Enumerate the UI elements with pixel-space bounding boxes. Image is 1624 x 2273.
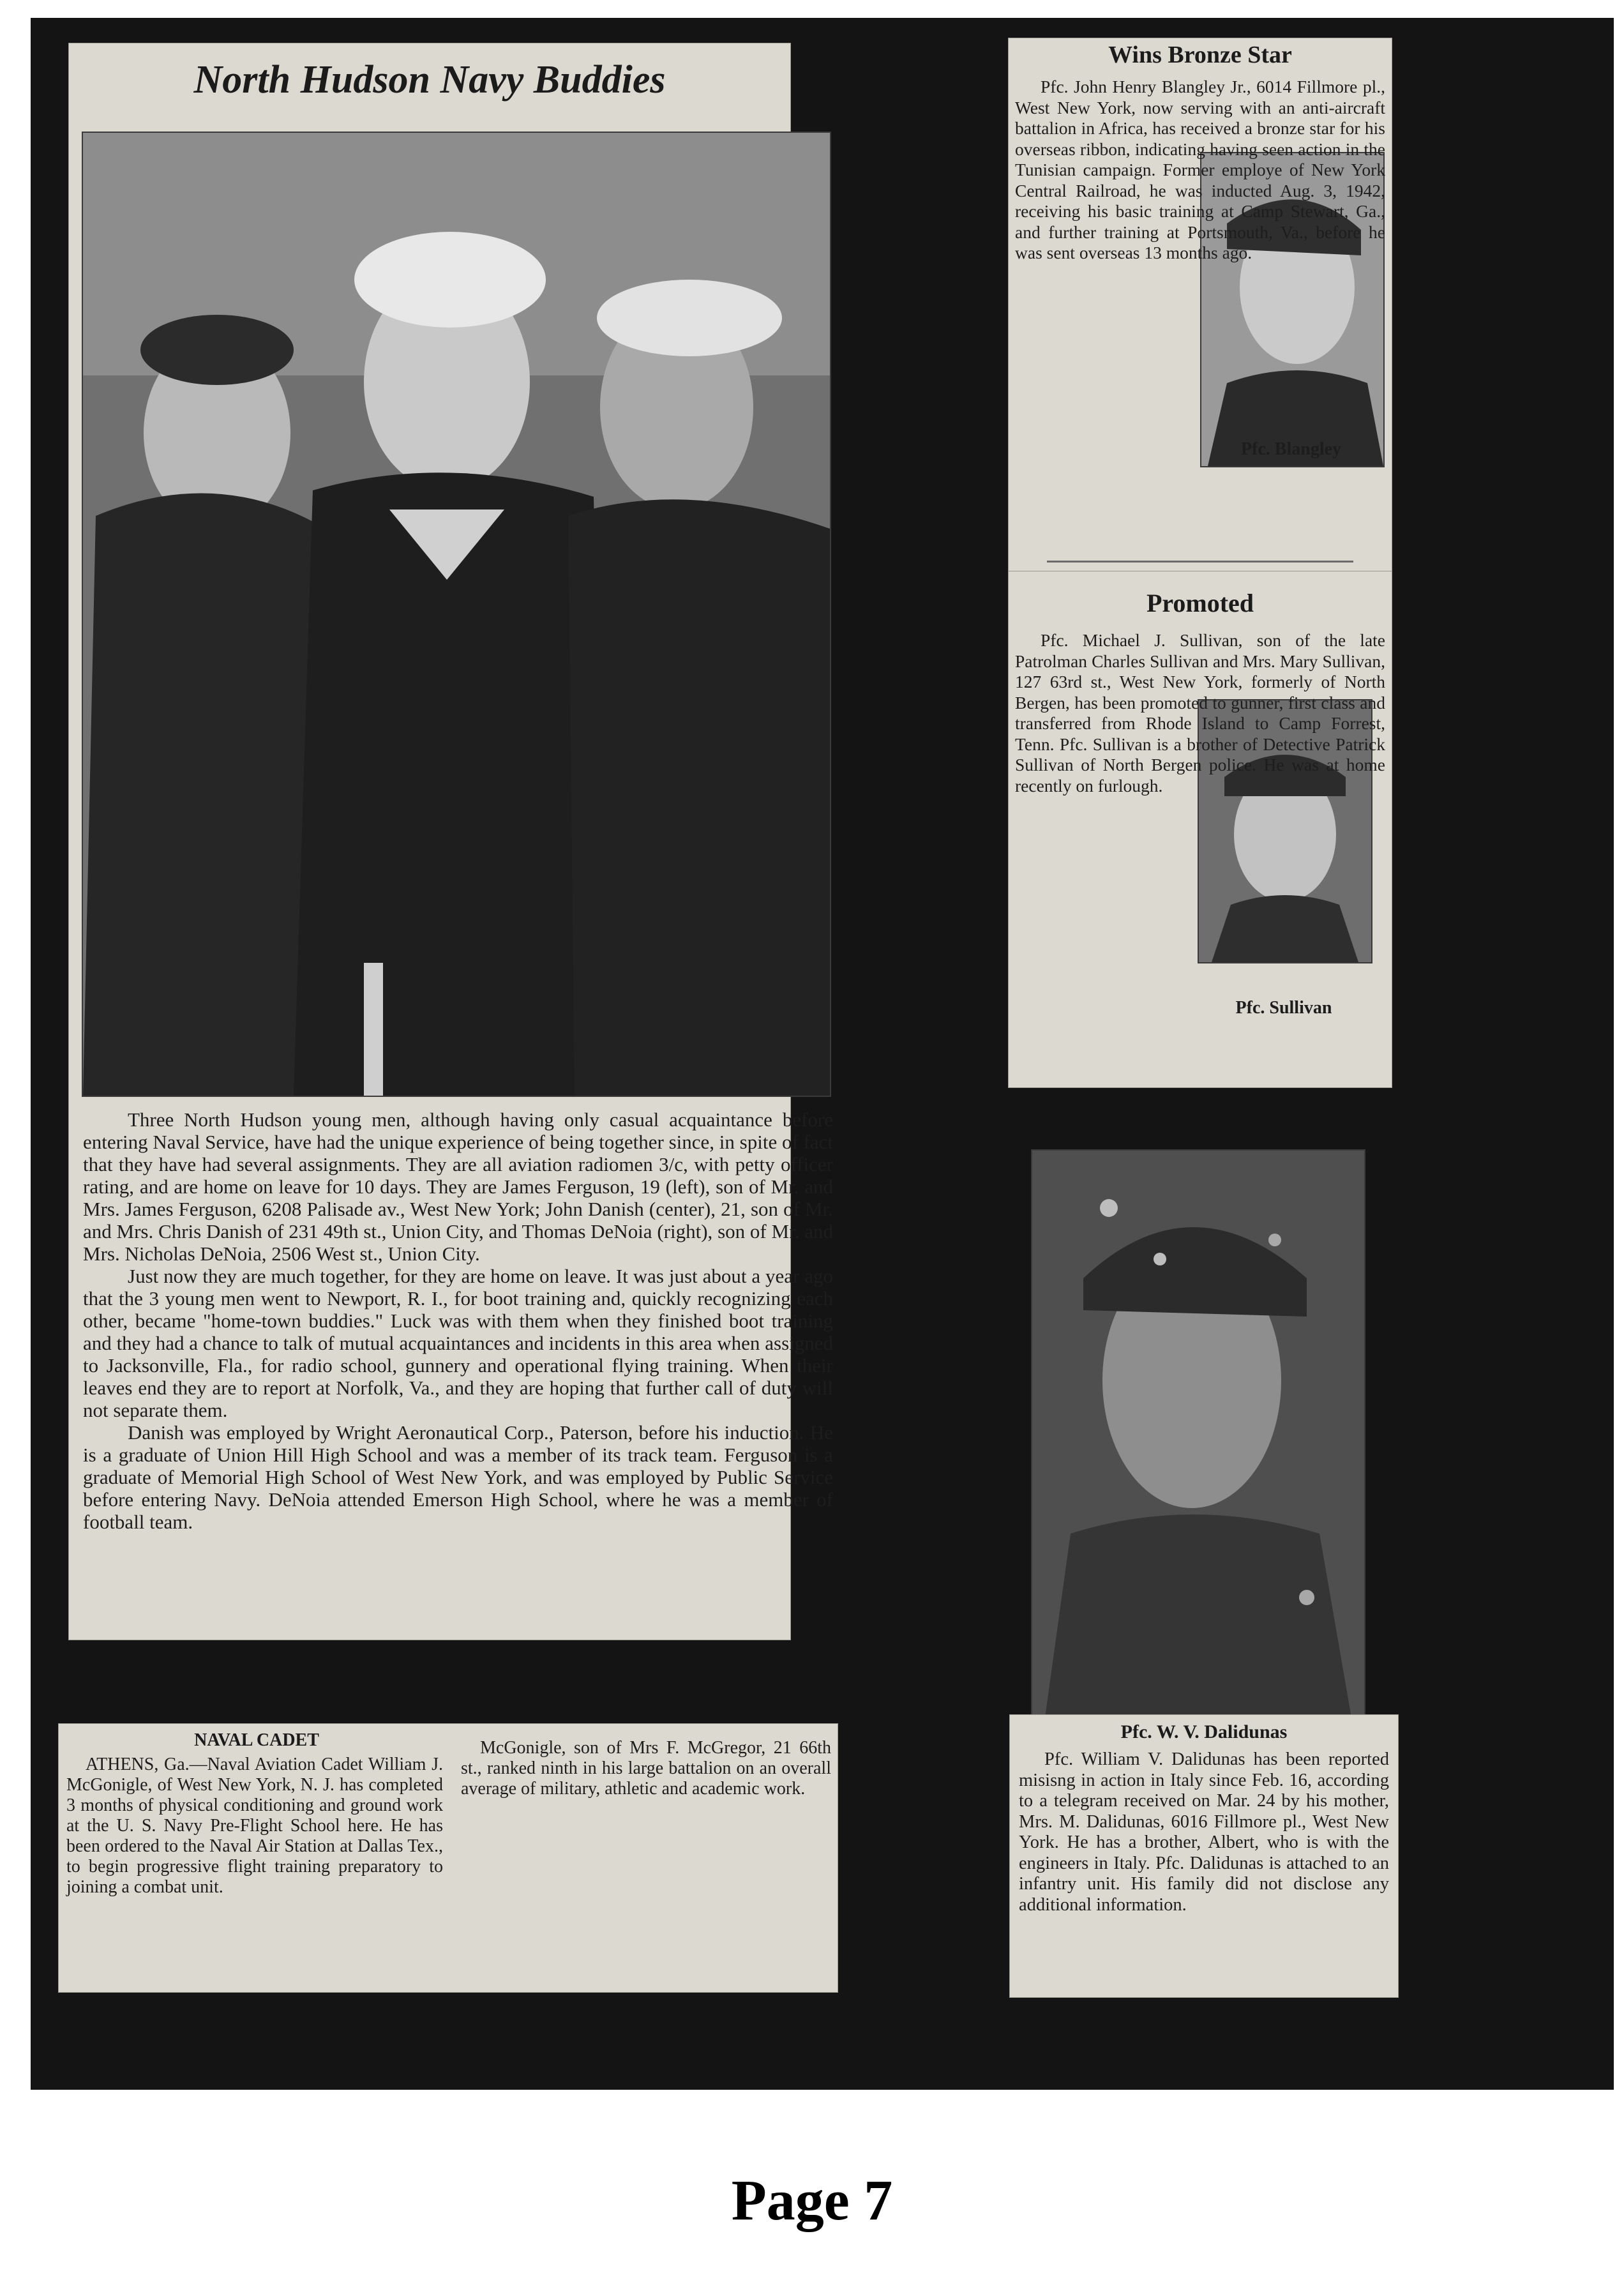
bronze-star-text: Pfc. John Henry Blangley Jr., 6014 Fillmore pl., West New York, now serving with an anti-aircraft battalion in Africa, has received a bronze star for his overseas ribbon, indicating having seen action in the Tunisian campaign. Former employe of New York Central Railroad, he was inducted Aug. 3, 1942, receiving his basic training at Camp Stewart, Ga., and further training at Portsmouth, Va., before he was sent overseas 13 months ago. [1015, 77, 1385, 262]
bronze-star-divider [1047, 561, 1353, 563]
bronze-star-clipping [1009, 38, 1392, 571]
naval-cadet-column-1: ATHENS, Ga.—Naval Aviation Cadet William J. McGonigle, of West New York, N. J. has completed 3 months of physical conditioning and ground work at the U. S. Navy Pre-Flight School here. He has been ordered to the Naval Air Station at Dallas Tex., to begin progressive flight training preparatory to joining a combat unit. [66, 1755, 443, 1897]
dalidunas-text: Pfc. William V. Dalidunas has been reported misisng in action in Italy since Feb. 16, according to a telegram received on Mar. 24 by his mother, Mrs. M. Dalidunas, 6016 Fillmore pl., West New York. He has a brother, Albert, who is with the engineers in Italy. Pfc. Dalidunas is attached to an infantry unit. His family did not disclose any additional information. [1019, 1749, 1389, 1915]
promoted-headline: Promoted [1146, 589, 1254, 617]
navy-buddies-paragraph-1: Three North Hudson young men, although having only casual acquaintance before entering Naval Service, have had the unique experience of being together since, in spite of fact that they have had several assignments. They are all aviation radiomen 3/c, with petty officer rating, and are home on leave for 10 days. They are James Ferguson, 19 (left), son of Mr. and Mrs. James Ferguson, 6208 Palisade av., West New York; John Danish (center), 21, son of Mr. and Mrs. Chris Danish of 231 49th st., Union City, and Thomas DeNoia (right), son of Mr. and Mrs. Nicholas DeNoia, 2506 West st., Union City. [83, 1108, 833, 1265]
naval-cadet-headline: NAVAL CADET [194, 1730, 319, 1750]
bronze-star-caption: Pfc. Blangley [1240, 439, 1342, 459]
navy-buddies-article [83, 1108, 833, 1533]
bronze-star-headline: Wins Bronze Star [1108, 42, 1292, 68]
promoted-clipping [1009, 571, 1392, 1087]
navy-buddies-headline: North Hudson Navy Buddies [193, 58, 666, 102]
naval-cadet-column-2: McGonigle, son of Mrs F. McGregor, 21 66th st., ranked ninth in his large battalion on an overall average of military, athletic and academic work. [461, 1738, 831, 1799]
page-number: Page 7 [731, 2169, 893, 2232]
promoted-text: Pfc. Michael J. Sullivan, son of the late Patrolman Charles Sullivan and Mrs. Mary Sullivan, 127 63rd st., West New York, formerly of North Bergen, has been promoted to gunner, first class and transferred from Rhode Island to Camp Forrest, Tenn. Pfc. Sullivan is a brother of Detective Patrick Sullivan of North Bergen police. He was at home recently on furlough. [1015, 630, 1385, 796]
navy-buddies-paragraph-3: Danish was employed by Wright Aeronautical Corp., Paterson, before his induction. He is a graduate of Union Hill High School and was a member of its track team. Ferguson is a graduate of Memorial High School of West New York, and was employed by Public Service before entering Navy. DeNoia attended Emerson High School, where he was a member of football team. [83, 1421, 833, 1533]
naval-cadet-clipping [59, 1724, 838, 1992]
promoted-caption: Pfc. Sullivan [1235, 998, 1332, 1018]
navy-buddies-clipping [69, 43, 833, 1640]
navy-buddies-photo [82, 132, 831, 1097]
dalidunas-clipping [1010, 1715, 1398, 1997]
dalidunas-caption: Pfc. W. V. Dalidunas [1120, 1721, 1288, 1742]
dalidunas-photo [1031, 1149, 1365, 1719]
navy-buddies-paragraph-2: Just now they are much together, for they are home on leave. It was just about a year ago that the 3 young men went to Newport, R. I., for boot training and, quickly recognizing each other, became "home-town buddies." Luck was with them when they finished boot training and they had a chance to talk of mutual acquaintances and incidents in this area when assigned to Jacksonville, Fla., for radio school, gunnery and operational flying training. When their leaves end they are to report at Norfolk, Va., and they are hoping that further call of duty will not separate them. [83, 1265, 833, 1421]
